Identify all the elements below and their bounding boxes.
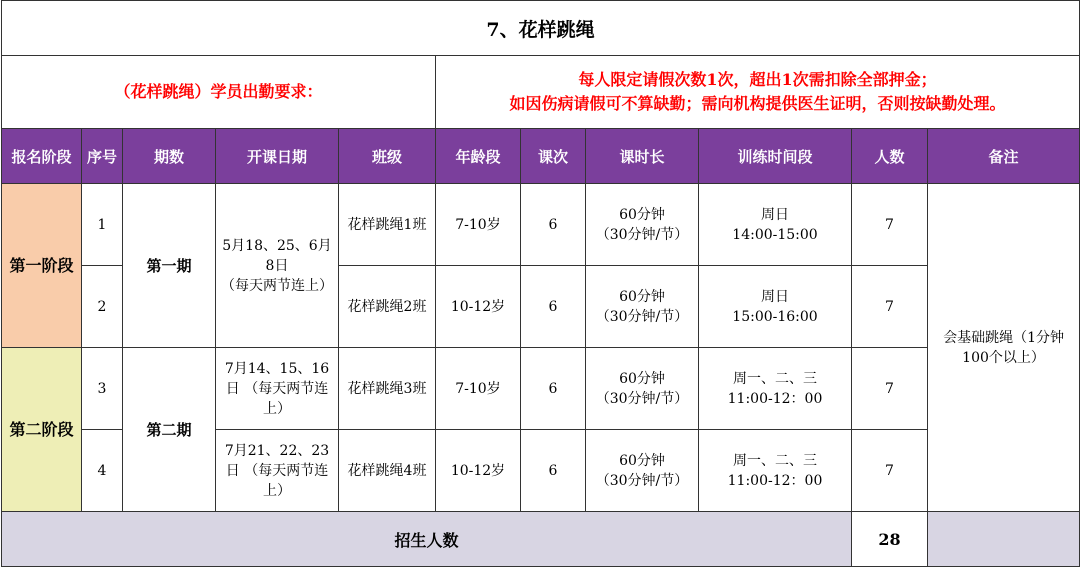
header-class: 班级 [339,129,436,184]
remark-cell: 会基础跳绳（1分钟100个以上） [928,184,1080,512]
attendance-label: （花样跳绳）学员出勤要求： [2,56,436,129]
header-count: 人数 [852,129,928,184]
attendance-rules [436,56,1080,129]
header-age: 年龄段 [436,129,521,184]
period-1-cell: 第一期 [123,184,216,348]
sessions-cell: 6 [521,348,586,430]
table-row [2,348,1080,430]
row-number: 3 [82,348,123,430]
table-title: 7、花样跳绳 [2,1,1080,56]
duration-cell: 60分钟 （30分钟/节） [586,266,699,348]
attendance-rule-1: 每人限定请假次数1次，超出1次需扣除全部押金； [578,70,937,89]
schedule-table [1,0,1080,567]
class-cell: 花样跳绳2班 [339,266,436,348]
row-number: 4 [82,430,123,512]
class-cell: 花样跳绳1班 [339,184,436,266]
age-cell: 10-12岁 [436,430,521,512]
enrollment-total: 28 [852,512,928,567]
class-cell: 花样跳绳3班 [339,348,436,430]
header-sessions: 课次 [521,129,586,184]
stage-1-cell: 第一阶段 [2,184,82,348]
age-cell: 10-12岁 [436,266,521,348]
age-cell: 7-10岁 [436,184,521,266]
period-2-cell: 第二期 [123,348,216,512]
header-no: 序号 [82,129,123,184]
time-cell: 周日 15:00-16:00 [699,266,852,348]
enrollment-label: 招生人数 [2,512,852,567]
time-cell: 周日 14:00-15:00 [699,184,852,266]
time-cell: 周一、二、三 11:00-12：00 [699,348,852,430]
duration-cell: 60分钟 （30分钟/节） [586,348,699,430]
start-date-cell: 7月21、22、23日 （每天两节连上） [216,430,339,512]
time-cell: 周一、二、三 11:00-12：00 [699,430,852,512]
duration-cell: 60分钟 （30分钟/节） [586,430,699,512]
header-duration: 课时长 [586,129,699,184]
sessions-cell: 6 [521,184,586,266]
footer-blank [928,512,1080,567]
header-remark: 备注 [928,129,1080,184]
sessions-cell: 6 [521,266,586,348]
start-date-cell: 5月18、25、6月8日 （每天两节连上） [216,184,339,348]
row-number: 1 [82,184,123,266]
header-stage: 报名阶段 [2,129,82,184]
count-cell: 7 [852,430,928,512]
header-time: 训练时间段 [699,129,852,184]
count-cell: 7 [852,184,928,266]
stage-2-cell: 第二阶段 [2,348,82,512]
duration-cell: 60分钟 （30分钟/节） [586,184,699,266]
header-start-date: 开课日期 [216,129,339,184]
sessions-cell: 6 [521,430,586,512]
row-number: 2 [82,266,123,348]
header-period: 期数 [123,129,216,184]
start-date-cell: 7月14、15、16日 （每天两节连上） [216,348,339,430]
attendance-rule-2: 如因伤病请假可不算缺勤；需向机构提供医生证明，否则按缺勤处理。 [509,94,1006,113]
age-cell: 7-10岁 [436,348,521,430]
header-row [2,129,1080,184]
count-cell: 7 [852,348,928,430]
footer-row [2,512,1080,567]
table-row [2,184,1080,266]
count-cell: 7 [852,266,928,348]
class-cell: 花样跳绳4班 [339,430,436,512]
